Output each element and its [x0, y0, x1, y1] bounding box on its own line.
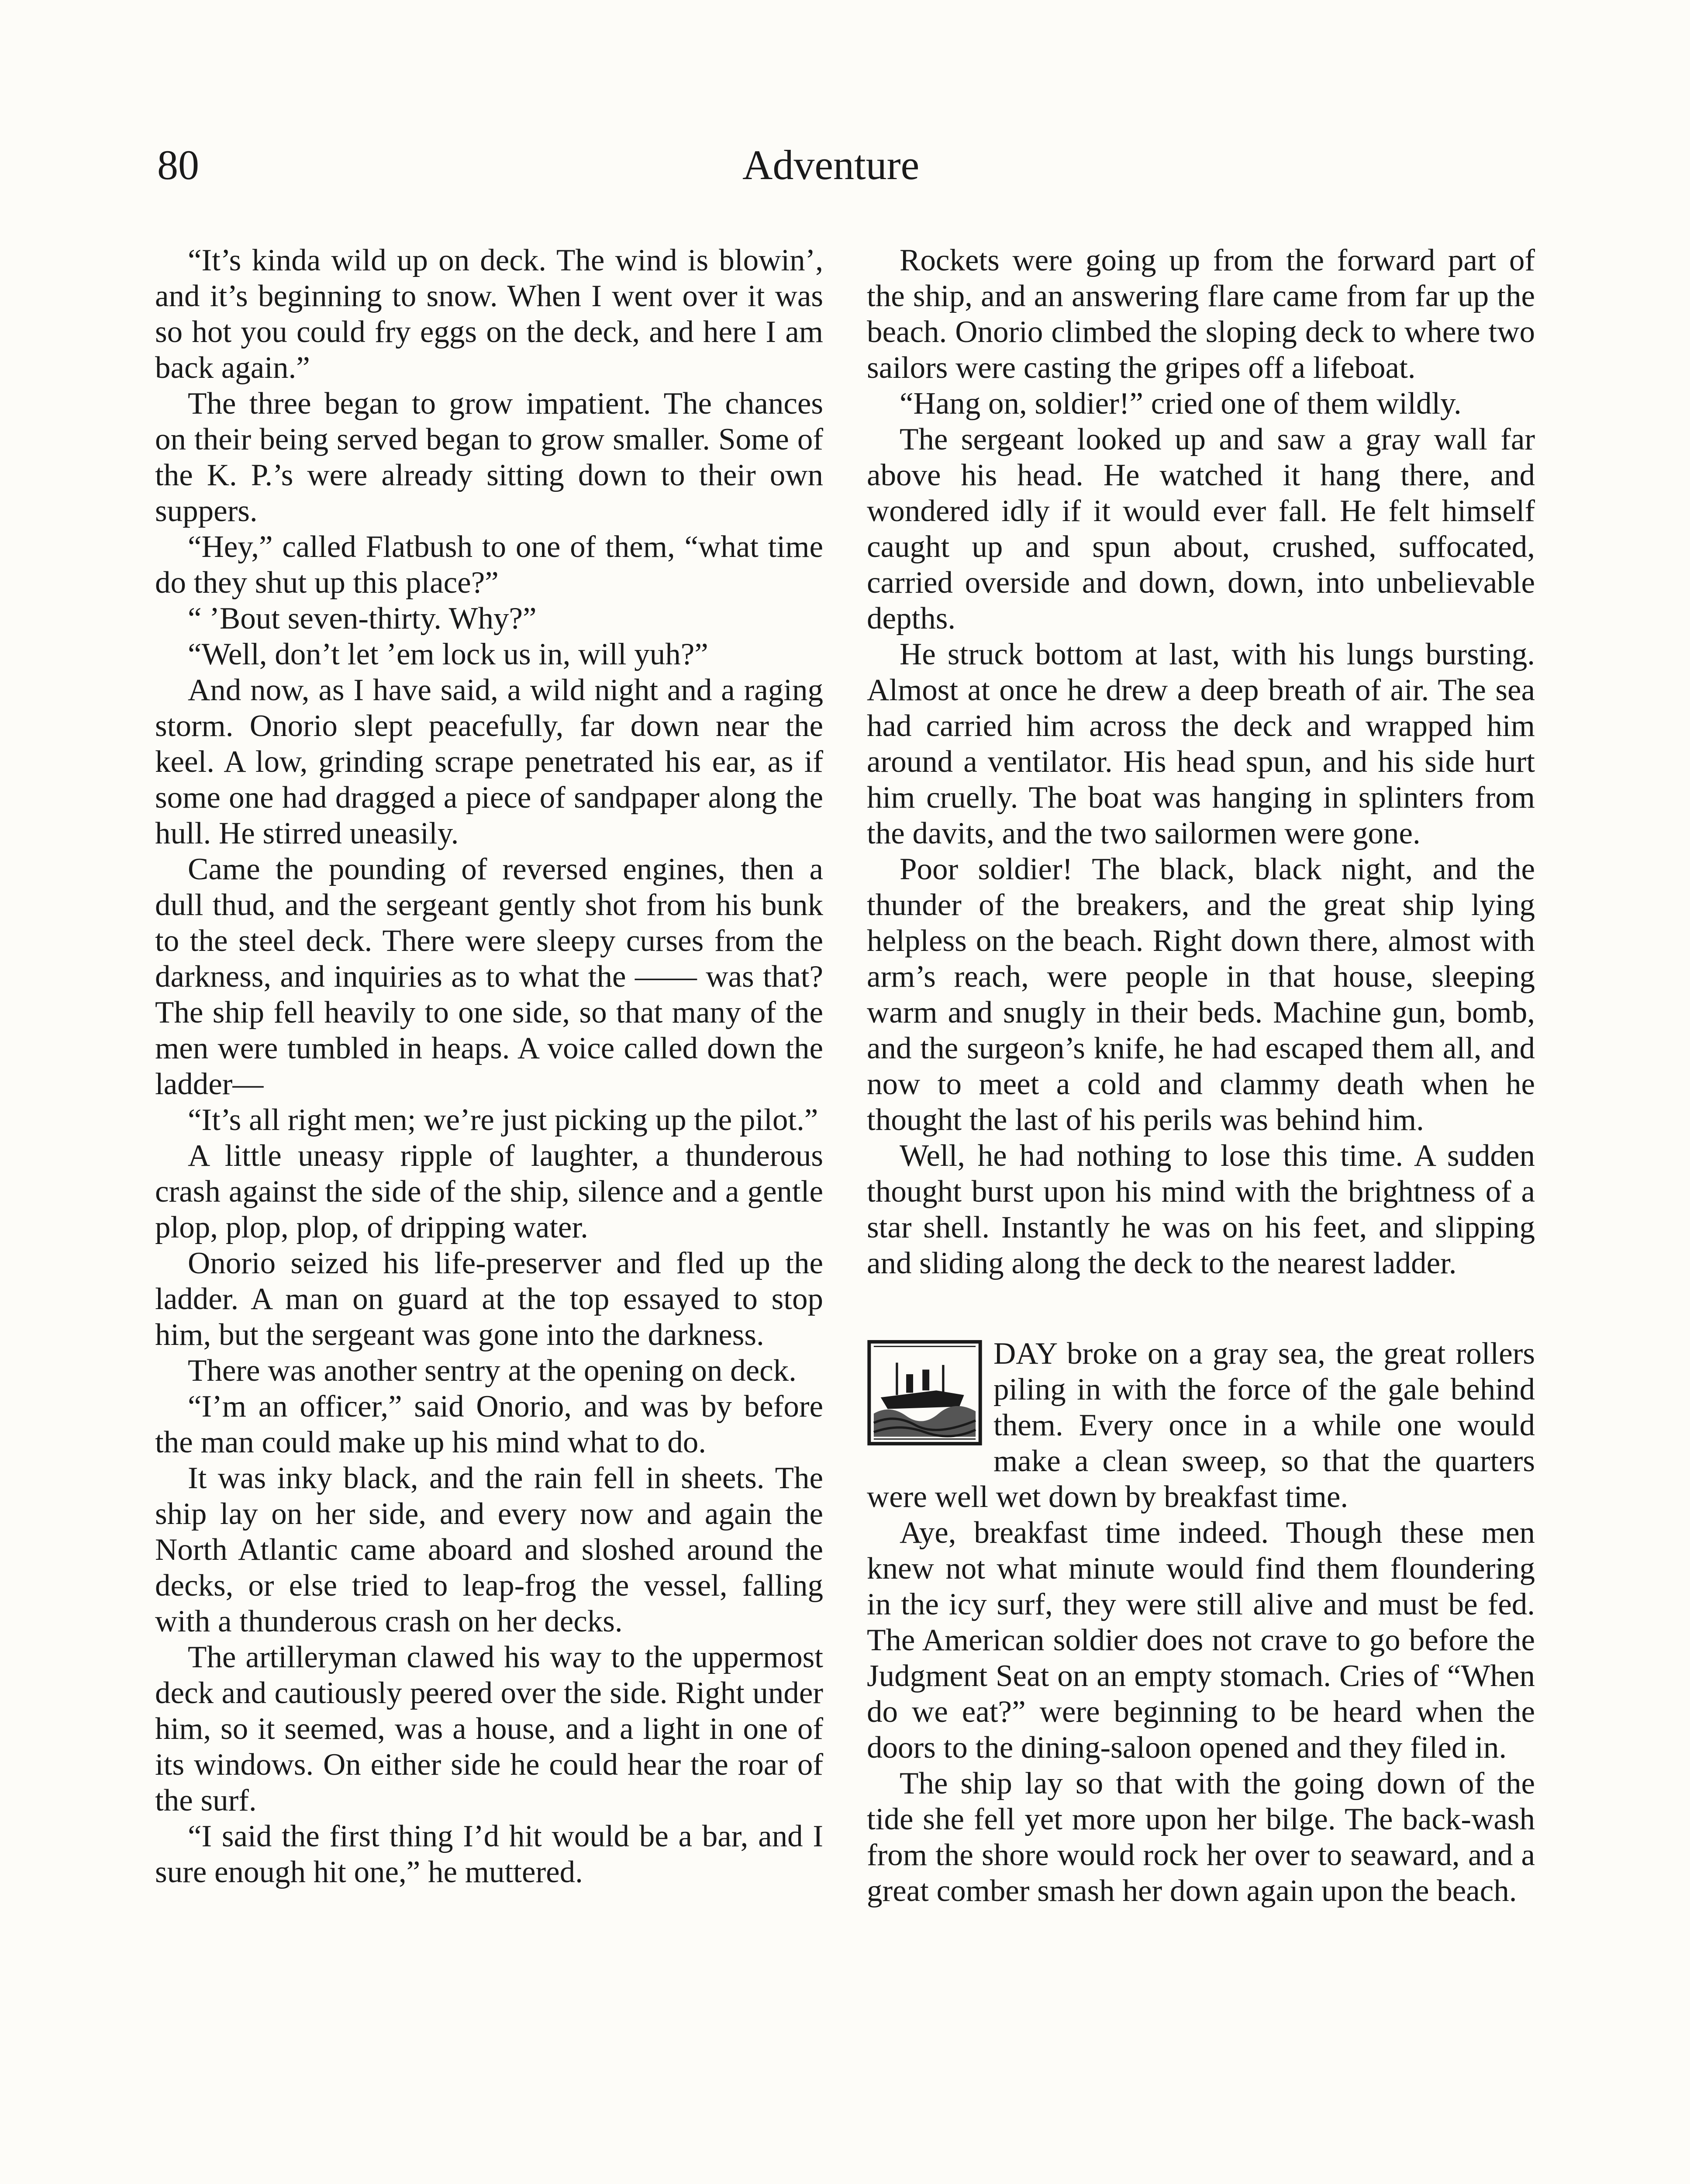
section-start-paragraph — [867, 1336, 1535, 1515]
right-column — [867, 242, 1535, 1909]
page-number: 80 — [157, 142, 199, 188]
paragraph: “ ’Bout seven-thirty. Why?” — [188, 601, 537, 636]
paragraph: Rockets were going up from the forward part of the ship, and an answering flare came from far up the beach. Onorio climbed the sloping deck to where two sailors were casting the gripes off a lifeboat. — [867, 243, 1535, 385]
paragraph: “It’s all right men; we’re just picking up the pilot.” — [188, 1103, 818, 1137]
paragraph-text: DAY broke on a gray sea, the great rollers piling in with the force of the gale behind them. Every once in a while one would make a clean sweep, so that the quarters were well wet down by breakfast time. — [867, 1337, 1535, 1514]
running-head: Adventure — [742, 142, 920, 188]
paragraph: There was another sentry at the opening on deck. — [188, 1354, 797, 1388]
paragraph: Onorio seized his life-preserver and fled up the ladder. A man on guard at the top essayed to stop him, but the sergeant was gone into the darkness. — [155, 1246, 823, 1352]
ship-illustration-icon — [867, 1339, 983, 1446]
paragraph: “Hang on, soldier!” cried one of them wildly. — [900, 387, 1462, 421]
paragraph: Well, he had nothing to lose this time. A sudden thought burst upon his mind with the brightness of a star shell. Instantly he was on his feet, and slipping and sliding along the deck to the nearest ladder. — [867, 1139, 1535, 1280]
paragraph: It was inky black, and the rain fell in sheets. The ship lay on her side, and every now and again the North Atlantic came aboard and sloshed around the decks, or else tried to leap-frog the vessel, falling with a thunderous crash on her decks. — [155, 1461, 823, 1638]
paragraph: “It’s kinda wild up on deck. The wind is blowin’, and it’s beginning to snow. When I went over it was so hot you could fry eggs on the deck, and here I am back again.” — [155, 243, 823, 385]
paragraph: He struck bottom at last, with his lungs bursting. Almost at once he drew a deep breath of air. The sea had carried him across the deck and wrapped him around a ventilator. His head spun, and his side hurt him cruelly. The boat was hanging in splinters from the davits, and the two sailormen were gone. — [867, 637, 1535, 850]
paragraph: The ship lay so that with the going down of the tide she fell yet more upon her bilge. The back-wash from the shore would rock her over to seaward, and a great comber smash her down again upon the beach. — [867, 1766, 1535, 1908]
paragraph: A little uneasy ripple of laughter, a thunderous crash against the side of the ship, silence and a gentle plop, plop, plop, of dripping water. — [155, 1139, 823, 1244]
paragraph: The sergeant looked up and saw a gray wall far above his head. He watched it hang there, and wondered idly if it would ever fall. He felt himself caught up and spun about, crushed, suffocated, carried overside and down, down, into unbelievable depths. — [867, 422, 1535, 636]
paragraph: The three began to grow impatient. The chances on their being served began to grow smaller. Some of the K. P.’s were already sitting down to their own suppers. — [155, 387, 823, 528]
paragraph: Came the pounding of reversed engines, then a dull thud, and the sergeant gently shot from his bunk to the steel deck. There were sleepy curses from the darkness, and inquiries as to what the —— was that? The ship fell heavily to one side, so that many of the men were tumbled in heaps. A voice called down the ladder— — [155, 852, 823, 1101]
paragraph: The artilleryman clawed his way to the uppermost deck and cautiously peered over the side. Right under him, so it seemed, was a house, and a light in one of its windows. On either side he could hear the roar of the surf. — [155, 1640, 823, 1818]
paragraph: “Hey,” called Flatbush to one of them, “what time do they shut up this place?” — [155, 530, 823, 600]
paragraph: Poor soldier! The black, black night, and the thunder of the breakers, and the great ship lying helpless on the beach. Right down there, almost with arm’s reach, were people in that house, sleeping warm and snugly in their beds. Machine gun, bomb, and the surgeon’s knife, he had escaped them all, and now to meet a cold and clammy death when he thought the last of his perils was behind him. — [867, 852, 1535, 1137]
paragraph: “I said the first thing I’d hit would be a bar, and I sure enough hit one,” he muttered. — [155, 1819, 823, 1889]
paragraph: “Well, don’t let ’em lock us in, will yuh?” — [188, 637, 708, 671]
paragraph: And now, as I have said, a wild night and a raging storm. Onorio slept peacefully, far down near the keel. A low, grinding scrape penetrated his ear, as if some one had dragged a piece of sandpaper along the hull. He stirred uneasily. — [155, 673, 823, 850]
paragraph: “I’m an officer,” said Onorio, and was by before the man could make up his mind what to do. — [155, 1389, 823, 1459]
left-column — [155, 242, 823, 1890]
paragraph: Aye, breakfast time indeed. Though these men knew not what minute would find them floundering in the icy surf, they were still alive and must be fed. The American soldier does not crave to go before the Judgment Seat on an empty stomach. Cries of “When do we eat?” were beginning to be heard when the doors to the dining-saloon opened and they filed in. — [867, 1516, 1535, 1765]
